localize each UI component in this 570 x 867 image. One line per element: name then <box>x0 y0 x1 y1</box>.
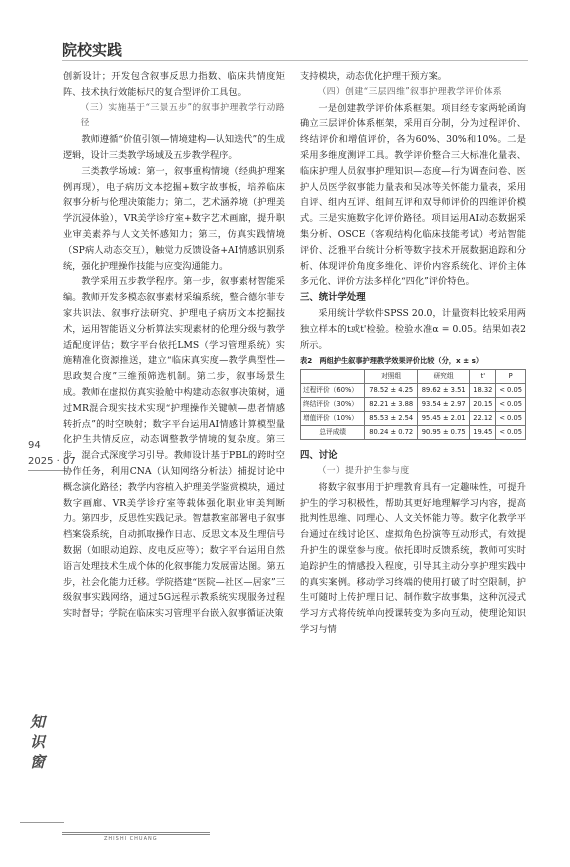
paragraph: 支持模块，动态优化护理干预方案。 <box>300 71 447 82</box>
table-header-cell: P <box>496 370 526 384</box>
table-header-cell: 对照组 <box>365 370 417 384</box>
table-header-row <box>301 370 526 384</box>
table-cell: 78.52 ± 4.25 <box>365 384 417 398</box>
paragraph: 采用统计学软件SPSS 20.0，计量资料比较采用两独立样本的t或t'检验。检验水准α = 0.05。结果如表2所示。 <box>300 307 526 351</box>
table-cell: < 0.05 <box>496 426 526 440</box>
table-cell: 85.53 ± 2.54 <box>365 412 417 426</box>
table-cell: 终结评价（30%） <box>301 398 365 412</box>
table-cell: 95.45 ± 2.01 <box>417 412 469 426</box>
paragraph: 教学采用五步教学程序。第一步，叙事素材智能采编。教师开发多模态叙事素材采编系统，整合德尔菲专家共识法、叙事疗法研究、护理电子病历文本挖掘技术，运用智能语义分析算法实现素材的伦理分级与教学适配度评估；数字平台依托LMS（学习管理系统）实施精准化资源推送，建立“临床真实度—教学典型性—思政契合度”三维预筛选机制。第二步，叙事场景生成。教师在虚拟仿真实验舱中构建动态叙事决策树，通过MR混合现实技术实现“护理操作关键帧—患者情感转折点”的时空映射；数字平台运用AI情感计算模型量化护生共情反应，动态调整教学情境的复杂度。第三步，混合式深度学习引导。教师设计基于PBL的跨时空协作任务，利用CNA（认知网络分析法）捕捉讨论中概念演化路径；教学内容植入护理美学鉴赏模块，通过数字画廊、VR美学诊疗室等载体强化职业审美判断力。第四步，反思性实践记录。智慧教室部署电子叙事档案袋系统，自动抓取操作日志、反思文本及生理信号数据（如眼动追踪、皮电反应等）；数字平台运用自然语言处理技术生成个体的化叙事能力发展雷达图。第五步，社会化能力迁移。学院搭建“医院—社区—居家”三级叙事实践网络，通过5G远程示教系统实现服务过程实时督导；学院在临床实习管理平台嵌入叙事循证决策 <box>63 276 285 620</box>
table-cell: 90.95 ± 0.75 <box>417 426 469 440</box>
table-header-cell: 研究组 <box>417 370 469 384</box>
subsection-heading: （四）创建“三层四维”叙事护理教学评价体系 <box>317 86 503 97</box>
journal-logo: 知识窗 <box>30 713 46 771</box>
table-cell: 80.24 ± 0.72 <box>365 426 417 440</box>
table-cell: < 0.05 <box>496 398 526 412</box>
subsection-heading: （一）提升护生参与度 <box>317 465 410 476</box>
subsection-heading: （三）实施基于“三景五步”的叙事护理教学行动路径 <box>80 102 285 129</box>
header-divider <box>62 60 528 61</box>
section-heading: 三、统计学处理 <box>300 292 366 304</box>
results-table <box>300 369 526 440</box>
section-title: 院校实践 <box>62 41 123 59</box>
sidebar-bottom-divider <box>20 822 64 823</box>
table-cell: 22.12 <box>470 412 496 426</box>
table-cell: 过程评价（60%） <box>301 384 365 398</box>
table-cell: 82.21 ± 3.88 <box>365 398 417 412</box>
table-caption: 表2 两组护生叙事护理教学效果评价比较（分，x ± s） <box>300 356 484 366</box>
table-header-cell: t' <box>470 370 496 384</box>
table-row <box>301 412 526 426</box>
table-cell: 总评成绩 <box>301 426 365 440</box>
table-cell: 18.32 <box>470 384 496 398</box>
table-cell: 20.15 <box>470 398 496 412</box>
sidebar-divider <box>28 470 66 471</box>
table-cell: 89.62 ± 3.51 <box>417 384 469 398</box>
table-cell: 增值评价（10%） <box>301 412 365 426</box>
section-heading: 四、讨论 <box>300 450 338 462</box>
paragraph: 将数字叙事用于护理教育具有一定趣味性，可提升护生的学习积极性，帮助其更好地理解学习内容，提高批判性思维、同理心、人文关怀能力等。数字化教学平台通过在线讨论区、虚拟角色扮演等互动形式，有效提升护生的课堂参与度。依托即时反馈系统，教师可实时追踪护生的情感投入程度，引导其主动分享护理实践中的真实案例。移动学习终端的使用打破了时空限制，护生可随时上传护理日记、制作数字故事集，这种沉浸式学习方式将传统单向授课转变为多向互动，使理论知识学习与情 <box>300 481 526 635</box>
page-number: 94 <box>28 440 41 451</box>
table-cell: < 0.05 <box>496 384 526 398</box>
paragraph: 教师遵循“价值引领—情境建构—认知迭代”的生成逻辑，设计三类教学场域及五步教学程序。 <box>63 134 285 161</box>
table-row <box>301 384 526 398</box>
issue-label: 2025 · 07 <box>28 456 76 467</box>
table-header-cell <box>301 370 365 384</box>
left-column <box>63 69 285 622</box>
footer-brand: ZHISHI CHUANG <box>104 836 158 842</box>
table-cell: 93.54 ± 2.97 <box>417 398 469 412</box>
right-column <box>300 69 526 638</box>
table-row <box>301 398 526 412</box>
paragraph: 一是创建教学评价体系框架。项目经专家两轮函询确立三层评价体系框架，采用百分制，分为过程评价、终结评价和增值评价，各为60%、30%和10%。二是采用多维度测评工具。教学评价整合三大标准化量表、临床护理人员叙事护理知识—态度—行为调查问卷、医护人员医学叙事能力量表和吴冰等关怀能力量表，采用自评、组内互评、组间互评和双导师评价的四维评价模式。三是实施数字化评价路径。项目运用AI动态数据采集分析、OSCE（客观结构化临床技能考试）考站智能评价、泛雅平台统计分析等数字技术开展数据追踪和分析、体现评价角度多维化、评价内容系统化、评价主体多元化、评价方法多样化“四化”评价特色。 <box>300 102 526 288</box>
table-cell: 19.45 <box>470 426 496 440</box>
paragraph: 创新设计；开发包含叙事反思力指数、临床共情度矩阵、技术执行效能标尺的复合型评价工具包。 <box>63 71 285 98</box>
footer-divider <box>62 832 210 835</box>
table-cell: < 0.05 <box>496 412 526 426</box>
table-row <box>301 426 526 440</box>
paragraph: 三类教学场域：第一，叙事重构情境（经典护理案例再现），电子病历文本挖掘+数字故事板，培养临床叙事分析与伦理决策能力；第二，艺术涵养境（护理美学沉浸体验），VR美学诊疗室+数字艺术画廊，提升职业审美素养与人文关怀感知力；第三，仿真实践情境（SP病人动态交互），触觉力反馈设备+AI情感识别系统，强化护理操作技能与应变沟通能力。 <box>63 165 285 272</box>
